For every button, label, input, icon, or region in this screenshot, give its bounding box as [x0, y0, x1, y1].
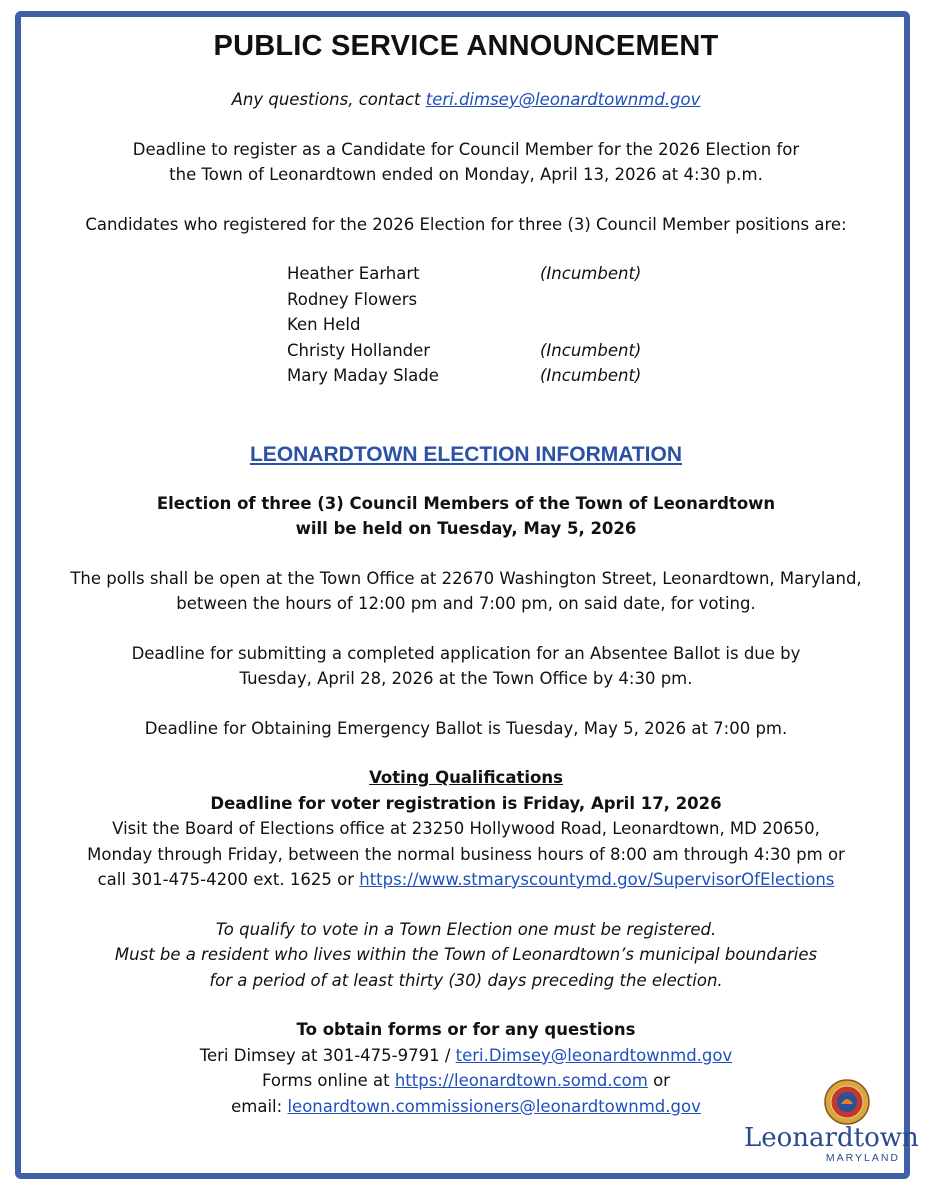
- candidates-intro: Candidates who registered for the 2026 Election for three (3) Council Member positions are:: [85, 214, 847, 234]
- logo-wordmark: Leonardtown: [744, 1123, 919, 1153]
- list-item: [287, 287, 707, 313]
- candidate-name: Ken Held: [287, 315, 361, 334]
- forms-heading: To obtain forms or for any questions: [296, 1020, 636, 1039]
- incumbent-label: (Incumbent): [540, 366, 642, 385]
- absentee-deadline: Deadline for submitting a completed application for an Absentee Ballot is due by Tuesday, April 28, 2026 at the Town Office by 4:30 pm.: [131, 643, 801, 688]
- page-title: PUBLIC SERVICE ANNOUNCEMENT: [213, 30, 719, 62]
- election-date: Election of three (3) Council Members of the Town of Leonardtown will be held on Tuesday, May 5, 2026: [156, 493, 776, 538]
- candidate-list: [287, 261, 707, 389]
- election-info-heading: LEONARDTOWN ELECTION INFORMATION: [249, 442, 683, 466]
- emergency-deadline: Deadline for Obtaining Emergency Ballot is Tuesday, May 5, 2026 at 7:00 pm.: [144, 718, 788, 738]
- qualification-notes: To qualify to vote in a Town Election one must be registered. Must be a resident who lives within the Town of Leonardtown’s municipal boundaries for a period of at least thirty (30) days preceding the election.: [114, 919, 818, 990]
- incumbent-label: (Incumbent): [540, 340, 642, 360]
- candidate-name: Rodney Flowers: [287, 289, 418, 309]
- leonardtown-logo: [744, 1078, 919, 1168]
- candidate-deadline: Deadline to register as a Candidate for Council Member for the 2026 Election for the Town of Leonardtown ended on Monday, April 13, 2026 at 4:30 p.m.: [132, 139, 800, 184]
- elections-website-link[interactable]: https://www.stmaryscountymd.gov/SupervisorOfElections: [359, 870, 835, 889]
- contact-line: Any questions, contact teri.dimsey@leonardtownmd.gov: [231, 90, 701, 109]
- candidate-name: Christy Hollander: [287, 340, 431, 360]
- teri-email-link[interactable]: teri.Dimsey@leonardtownmd.gov: [455, 1045, 733, 1065]
- polls-info: The polls shall be open at the Town Office at 22670 Washington Street, Leonardtown, Maryland, between the hours of 12:00 pm and 7:00 pm, on said date, for voting.: [70, 568, 862, 613]
- voter-registration-deadline: Deadline for voter registration is Friday, April 17, 2026: [210, 793, 722, 813]
- candidate-name: Mary Maday Slade: [287, 366, 439, 385]
- board-of-elections-info: Visit the Board of Elections office at 23250 Hollywood Road, Leonardtown, MD 20650, Monday through Friday, between the normal business hours of 8:00 am through 4:30 pm or call 301-475-4200 ext. 1625 or https://www.stmaryscountymd.gov/SupervisorOfElections: [87, 819, 845, 889]
- logo-state: MARYLAND: [825, 1152, 900, 1164]
- voting-qualifications-heading: Voting Qualifications: [369, 768, 563, 787]
- candidate-name: Heather Earhart: [287, 264, 420, 283]
- list-item: [287, 261, 707, 287]
- list-item: [287, 312, 707, 338]
- town-seal-icon: [823, 1078, 871, 1126]
- list-item: [287, 338, 707, 364]
- list-item: [287, 363, 707, 389]
- contact-email-link[interactable]: teri.dimsey@leonardtownmd.gov: [425, 90, 701, 109]
- commissioners-email-link[interactable]: leonardtown.commissioners@leonardtownmd.gov: [287, 1096, 701, 1116]
- forms-contact: Teri Dimsey at 301-475-9791 / teri.Dimsey@leonardtownmd.gov Forms online at https://leonardtown.somd.com or email: leonardtown.commissioners@leonardtownmd.gov: [199, 1045, 733, 1116]
- forms-website-link[interactable]: https://leonardtown.somd.com: [394, 1071, 648, 1090]
- announcement: [21, 17, 911, 1119]
- incumbent-label: (Incumbent): [540, 264, 642, 283]
